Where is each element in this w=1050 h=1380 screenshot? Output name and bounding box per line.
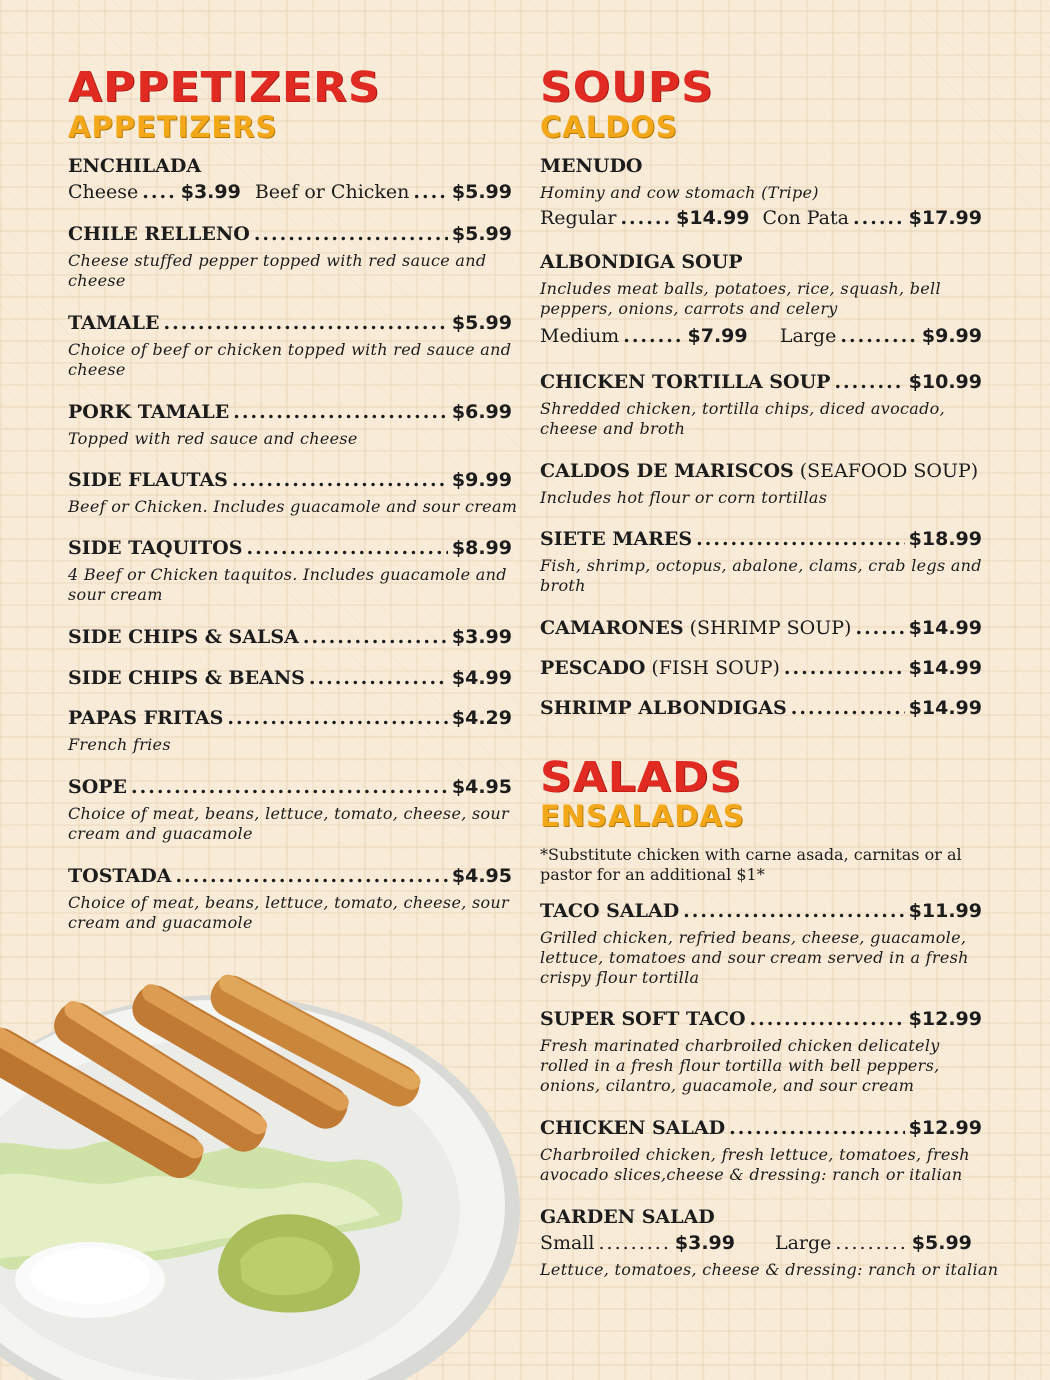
- item-price: $8.99: [451, 537, 512, 559]
- item-name: TACO SALAD: [540, 900, 680, 922]
- item-name: CHILE RELLENO: [68, 223, 250, 245]
- item-name: SIDE TAQUITOS: [68, 537, 243, 559]
- item-description: Fresh marinated charbroiled chicken delicately rolled in a fresh flour tortilla with bell peppers, onions, cilantro, guacamole, and sour cream: [540, 1036, 940, 1095]
- soups-title: SOUPS: [540, 63, 714, 112]
- item-price: $14.99: [908, 697, 982, 719]
- item-price: $14.99: [908, 657, 982, 679]
- item-description: Choice of meat, beans, lettuce, tomato, cheese, sour cream and guacamole: [68, 893, 509, 932]
- item-description: French fries: [68, 735, 171, 754]
- salads-substitution-note: *Substitute chicken with carne asada, carnitas or al pastor for an additional $1*: [540, 845, 962, 884]
- item-price: $11.99: [908, 900, 982, 922]
- menu-item-pork-tamale: [68, 401, 512, 449]
- menu-item-chicken-salad: [540, 1117, 982, 1185]
- item-price: $5.99: [451, 223, 512, 245]
- menu-item-enchilada: ENCHILADA Cheese .... $3.99 Beef or Chicken .... $5.99: [68, 155, 512, 203]
- item-description: Topped with red sauce and cheese: [68, 429, 358, 448]
- item-description: Choice of beef or chicken topped with red sauce and cheese: [68, 340, 512, 379]
- item-description: Charbroiled chicken, fresh lettuce, tomatoes, fresh avocado slices,cheese & dressing: ranch or italian: [540, 1145, 970, 1184]
- flautas-plate-photo: [0, 960, 540, 1380]
- item-description: Hominy and cow stomach (Tripe): [540, 183, 819, 202]
- item-price: $14.99: [676, 207, 750, 229]
- menu-item-chile-relleno: [68, 223, 512, 291]
- menu-item-tostada: [68, 865, 512, 933]
- item-price: $6.99: [451, 401, 512, 423]
- item-name: TAMALE: [68, 312, 160, 334]
- option-label: Medium: [540, 325, 620, 347]
- menu-item-pescado: [540, 657, 982, 679]
- item-description: 4 Beef or Chicken taquitos. Includes guacamole and sour cream: [68, 565, 507, 604]
- menu-item-garden-salad: GARDEN SALAD Small ......... $3.99 Large ......... $5.99 Lettuce, tomatoes, cheese & dressing: ranch or italian: [540, 1206, 999, 1279]
- menu-item-menudo: MENUDO Hominy and cow stomach (Tripe) Regular ...... $14.99 Con Pata ...... $17.99: [540, 155, 982, 229]
- item-price: $9.99: [921, 325, 982, 347]
- item-name: TOSTADA: [68, 865, 172, 887]
- item-note: (FISH SOUP): [651, 657, 780, 679]
- item-price: $10.99: [908, 371, 982, 393]
- appetizers-title: APPETIZERS: [68, 63, 381, 112]
- salads-title: SALADS: [540, 753, 743, 802]
- menu-item-side-flautas: [68, 469, 518, 517]
- item-description: Includes meat balls, potatoes, rice, squash, bell peppers, onions, carrots and celery: [540, 279, 941, 318]
- option-label: Regular: [540, 207, 617, 229]
- menu-item-caldos-de-mariscos: [540, 460, 982, 508]
- item-description: Lettuce, tomatoes, cheese & dressing: ranch or italian: [540, 1260, 999, 1279]
- item-price: $3.99: [451, 626, 512, 648]
- menu-item-siete-mares: [540, 528, 982, 596]
- menu-item-sope: [68, 776, 512, 844]
- item-price: $3.99: [674, 1232, 735, 1254]
- item-description: Includes hot flour or corn tortillas: [540, 488, 828, 507]
- item-name: SHRIMP ALBONDIGAS: [540, 697, 787, 719]
- item-price: $4.99: [451, 667, 512, 689]
- soups-subtitle: CALDOS: [540, 110, 678, 144]
- item-description: Choice of meat, beans, lettuce, tomato, cheese, sour cream and guacamole: [68, 804, 509, 843]
- item-price: $5.99: [451, 312, 512, 334]
- item-price: $9.99: [451, 469, 512, 491]
- item-name: SUPER SOFT TACO: [540, 1008, 746, 1030]
- menu-item-chicken-tortilla-soup: [540, 371, 982, 439]
- item-description: Grilled chicken, refried beans, cheese, guacamole, lettuce, tomatoes and sour cream served in a fresh crispy flour tortilla: [540, 928, 969, 987]
- option-label: Cheese: [68, 181, 139, 203]
- item-description: Shredded chicken, tortilla chips, diced avocado, cheese and broth: [540, 399, 945, 438]
- item-name: ALBONDIGA SOUP: [540, 251, 743, 273]
- appetizers-subtitle: APPETIZERS: [68, 110, 278, 144]
- menu-item-albondiga-soup: ALBONDIGA SOUP Includes meat balls, potatoes, rice, squash, bell peppers, onions, carrots and celery Medium ....... $7.99 Large ......... $9.99: [540, 251, 982, 347]
- item-name: SOPE: [68, 776, 128, 798]
- item-price: $4.95: [451, 865, 512, 887]
- item-price: $7.99: [687, 325, 748, 347]
- item-name: ENCHILADA: [68, 155, 202, 177]
- option-label: Beef or Chicken: [254, 181, 410, 203]
- item-note: (SEAFOOD SOUP): [799, 460, 979, 482]
- item-name: MENUDO: [540, 155, 643, 177]
- menu-item-super-soft-taco: [540, 1008, 982, 1096]
- item-price: $17.99: [908, 207, 982, 229]
- item-note: (SHRIMP SOUP): [689, 617, 852, 639]
- menu-item-side-taquitos: [68, 537, 512, 605]
- item-description: Fish, shrimp, octopus, abalone, clams, crab legs and broth: [540, 556, 982, 595]
- item-name: CHICKEN SALAD: [540, 1117, 726, 1139]
- item-name: PESCADO: [540, 657, 646, 679]
- item-name: SIDE CHIPS & BEANS: [68, 667, 305, 689]
- item-name: GARDEN SALAD: [540, 1206, 715, 1228]
- item-price: $18.99: [908, 528, 982, 550]
- item-price: $3.99: [180, 181, 241, 203]
- item-name: SIDE FLAUTAS: [68, 469, 228, 491]
- item-name: SIDE CHIPS & SALSA: [68, 626, 299, 648]
- item-name: PORK TAMALE: [68, 401, 230, 423]
- item-price: $5.99: [911, 1232, 972, 1254]
- item-price: $12.99: [908, 1008, 982, 1030]
- item-name: CHICKEN TORTILLA SOUP: [540, 371, 831, 393]
- salads-subtitle: ENSALADAS: [540, 799, 745, 833]
- item-description: Beef or Chicken. Includes guacamole and sour cream: [68, 497, 518, 516]
- menu-item-camarones: [540, 617, 982, 639]
- menu-item-papas-fritas: [68, 707, 512, 755]
- item-name: PAPAS FRITAS: [68, 707, 224, 729]
- item-name: CALDOS DE MARISCOS: [540, 460, 794, 482]
- item-name: SIETE MARES: [540, 528, 693, 550]
- item-price: $14.99: [908, 617, 982, 639]
- menu-item-shrimp-albondigas: [540, 697, 982, 719]
- option-label: Large: [774, 1232, 832, 1254]
- item-name: CAMARONES: [540, 617, 684, 639]
- item-price: $12.99: [908, 1117, 982, 1139]
- menu-item-chips-beans: [68, 667, 512, 689]
- item-price: $4.29: [451, 707, 512, 729]
- option-label: Large: [779, 325, 837, 347]
- option-label: Small: [540, 1232, 595, 1254]
- option-label: Con Pata: [762, 207, 849, 229]
- menu-item-taco-salad: [540, 900, 982, 988]
- menu-item-tamale: [68, 312, 512, 380]
- menu-item-chips-salsa: [68, 626, 512, 648]
- item-price: $4.95: [451, 776, 512, 798]
- item-description: Cheese stuffed pepper topped with red sauce and cheese: [68, 251, 487, 290]
- item-price: $5.99: [451, 181, 512, 203]
